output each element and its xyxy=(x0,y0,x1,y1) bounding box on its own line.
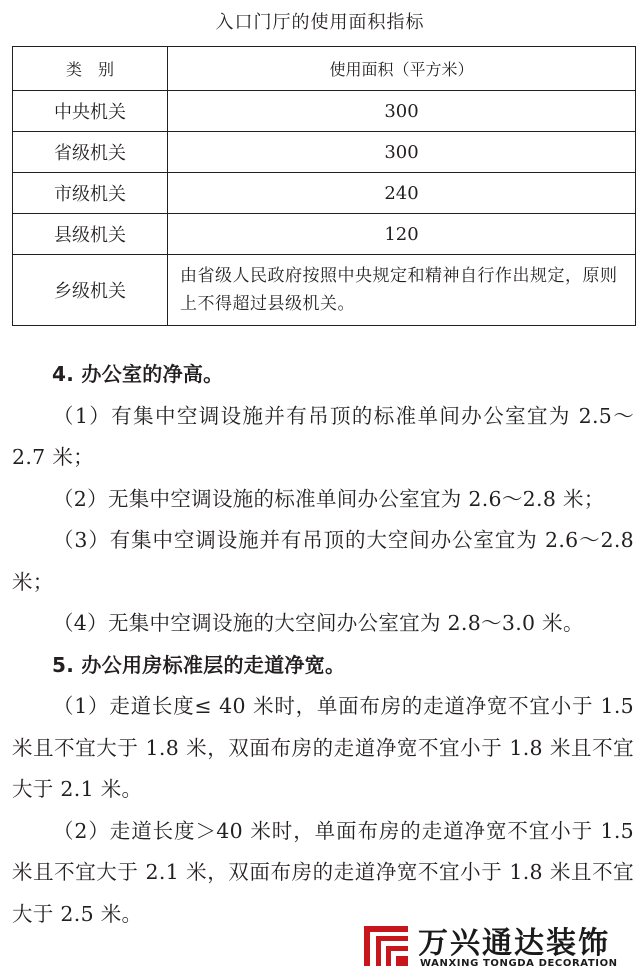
table-row xyxy=(13,91,636,132)
header-category: 类 别 xyxy=(13,47,168,91)
watermark-name-en: WANXING TONGDA DECORATION xyxy=(420,958,618,969)
paragraph: （1）走道长度≤ 40 米时，单面布房的走道净宽不宜小于 1.5 米且不宜大于 1.8 米，双面布房的走道净宽不宜小于 1.8 米且不宜大于 2.1 米。 xyxy=(12,694,634,801)
section-heading: 5. 办公用房标准层的走道净宽。 xyxy=(52,652,346,677)
header-area: 使用面积（平方米） xyxy=(168,47,636,91)
table-row xyxy=(13,173,636,214)
table-title: 入口门厅的使用面积指标 xyxy=(215,12,425,33)
row-value: 240 xyxy=(168,173,636,214)
row-category: 县级机关 xyxy=(13,214,168,255)
section-heading: 4. 办公室的净高。 xyxy=(52,362,224,386)
body-text xyxy=(12,354,634,935)
watermark-logo xyxy=(362,918,636,974)
paragraph: （2）无集中空调设施的标准单间办公室宜为 2.6～2.8 米； xyxy=(53,486,605,511)
row-value: 300 xyxy=(168,91,636,132)
paragraph: （3）有集中空调设施并有吊顶的大空间办公室宜为 2.6～2.8 米； xyxy=(12,528,634,594)
paragraph: （2）走道长度＞40 米时，单面布房的走道净宽不宜小于 1.5 米且不宜大于 2.1 米，双面布房的走道净宽不宜小于 1.8 米且不宜大于 2.5 米。 xyxy=(12,818,634,926)
paragraph: （1）有集中空调设施并有吊顶的标准单间办公室宜为 2.5～2.7 米； xyxy=(12,403,634,469)
watermark-name-cn: 万兴通达装饰 xyxy=(418,926,610,961)
table-row xyxy=(13,132,636,173)
logo-mark-icon xyxy=(362,922,412,970)
table-row xyxy=(13,255,636,326)
table-header-row xyxy=(13,47,636,91)
row-category: 省级机关 xyxy=(13,132,168,173)
paragraph: （4）无集中空调设施的大空间办公室宜为 2.8～3.0 米。 xyxy=(53,611,584,635)
row-value: 300 xyxy=(168,132,636,173)
row-category: 中央机关 xyxy=(13,91,168,132)
area-spec-table xyxy=(12,46,636,326)
row-value-note: 由省级人民政府按照中央规定和精神自行作出规定，原则上不得超过县级机关。 xyxy=(168,255,636,326)
row-category: 乡级机关 xyxy=(13,255,168,326)
row-category: 市级机关 xyxy=(13,173,168,214)
row-value: 120 xyxy=(168,214,636,255)
table-row xyxy=(13,214,636,255)
